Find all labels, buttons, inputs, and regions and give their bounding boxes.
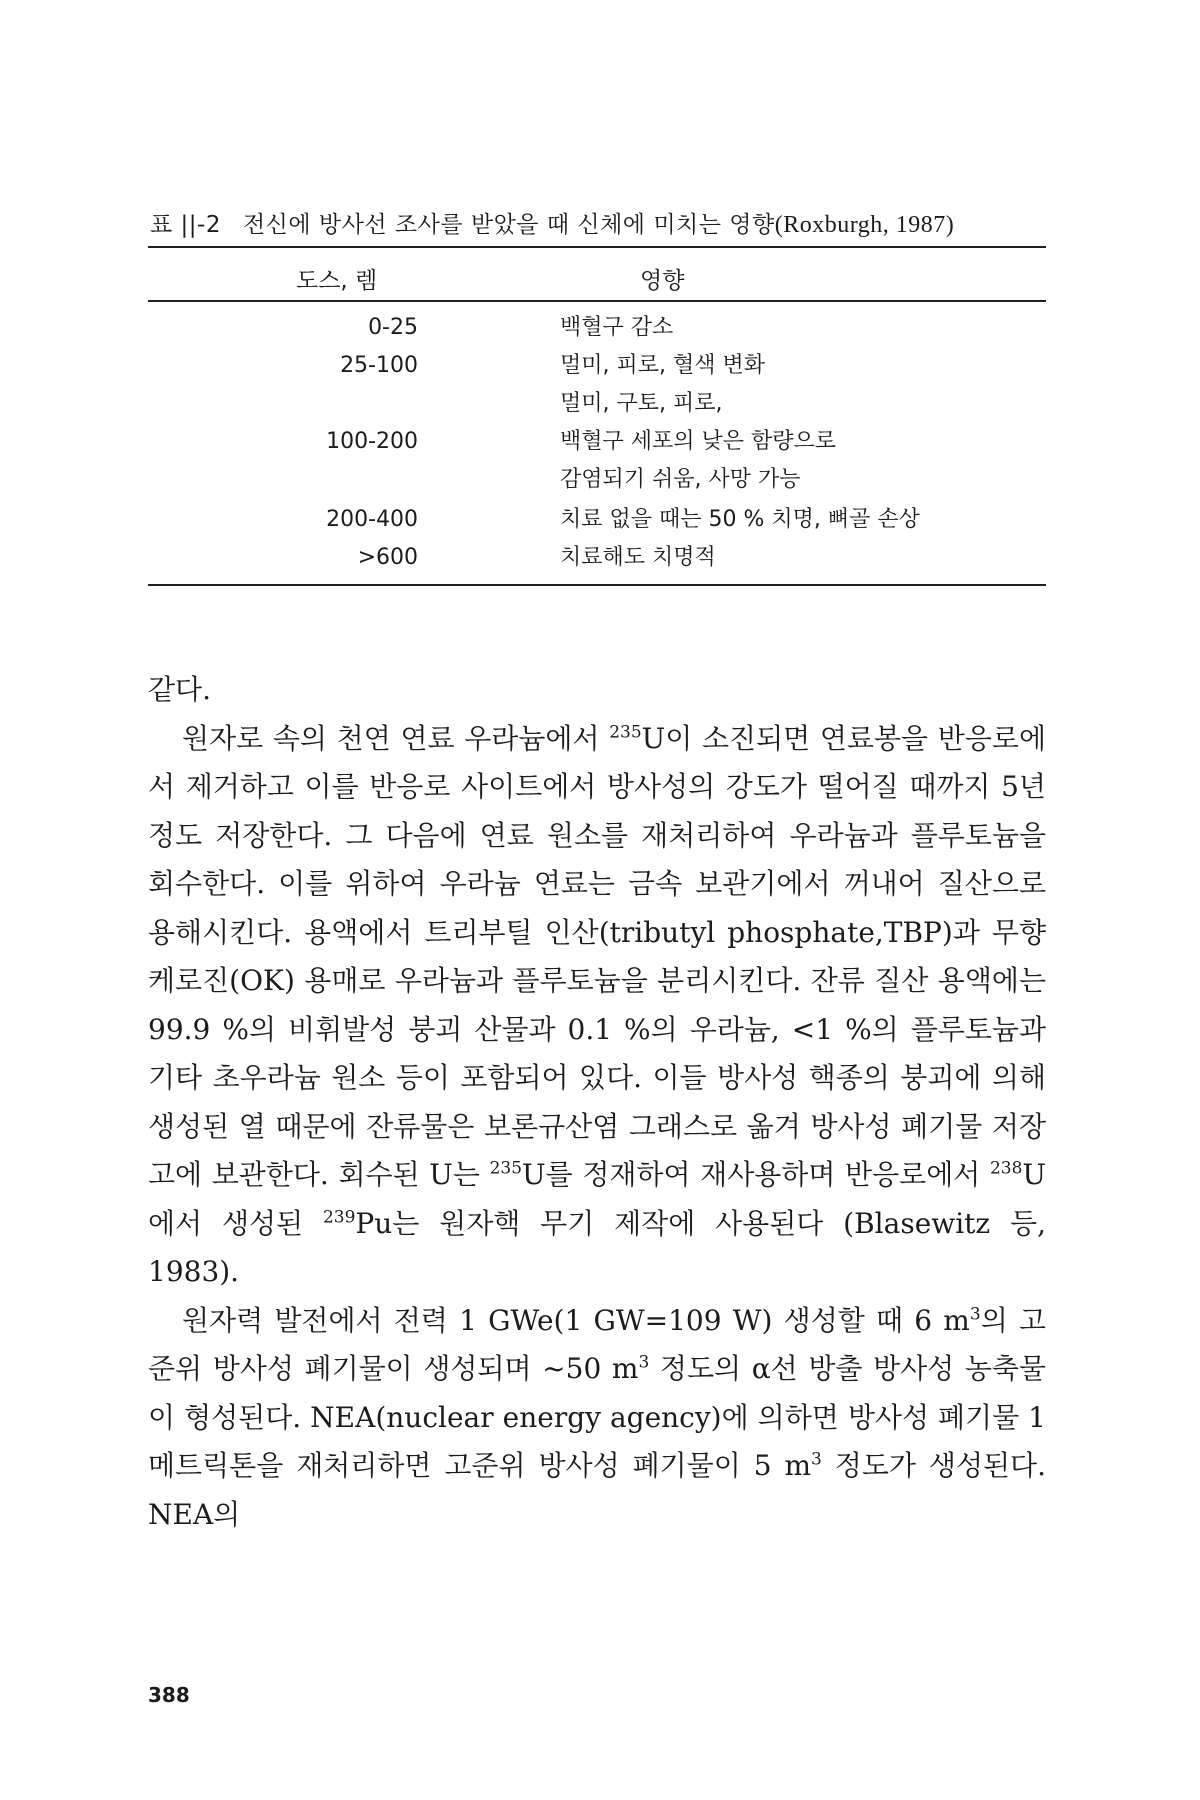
table-cell-dose: 200-400	[326, 507, 418, 532]
table-cell-effect: 멀미, 피로, 혈색 변화	[560, 353, 765, 378]
paragraph: 원자력 발전에서 전력 1 GWe(1 GW=109 W) 생성할 때 6 $m^3$의 고준위 방사성 폐기물이 생성되며 ~50 $m^3$ 정도의 α선 방출 방사성 농축물이 형성된다. NEA(nuclear energy agency)에 의하면 방사성 폐기물 1메트릭톤을 재처리하면 고준위 방사성 폐기물이 5 $m^3$ 정도가 생성된다. NEA의	[148, 1303, 1046, 1531]
table-header-dose: 도스, 렘	[296, 268, 378, 294]
table-cell-effect: 백혈구 세포의 낮은 함량으로	[560, 429, 837, 454]
table-cell-effect: 감염되기 쉬움, 사망 가능	[560, 467, 801, 492]
paragraph: 같다.	[148, 673, 211, 706]
table-cell-dose: 0-25	[368, 315, 418, 340]
table-cell-dose: >600	[357, 545, 418, 570]
table-cell-dose: 100-200	[326, 429, 418, 454]
table-top-rule	[148, 246, 1046, 248]
body-text	[148, 666, 1046, 1539]
table-cell-effect: 치료 없을 때는 50 % 치명, 뼈골 손상	[560, 507, 920, 532]
table-cell-effect: 치료해도 치명적	[560, 545, 716, 570]
table-caption	[150, 206, 1050, 239]
table-caption-label: 표 ||-2	[150, 212, 221, 238]
table-caption-reference: (Roxburgh, 1987)	[774, 212, 955, 238]
page-number: 388	[148, 1683, 190, 1707]
table-caption-title: 전신에 방사선 조사를 받았을 때 신체에 미치는 영향	[242, 212, 775, 238]
table-cell-effect: 멀미, 구토, 피로,	[560, 391, 723, 416]
paragraph: 원자로 속의 천연 연료 우라늄에서 $^{235}$U이 소진되면 연료봉을 반응로에서 제거하고 이를 반응로 사이트에서 방사성의 강도가 떨어질 때까지 5년 정도 저장한다. 그 다음에 연료 원소를 재처리하여 우라늄과 플루토늄을 회수한다. 이를 위하여 우라늄 연료는 금속 보관기에서 꺼내어 질산으로 용해시킨다. 용액에서 트리부틸 인산(tributyl phosphate,TBP)과 무향 케로진(OK) 용매로 우라늄과 플루토늄을 분리시킨다. 잔류 질산 용액에는 99.9 %의 비휘발성 붕괴 산물과 0.1 %의 우라늄, <1 %의 플루토늄과 기타 초우라늄 원소 등이 포함되어 있다. 이들 방사성 핵종의 붕괴에 의해 생성된 열 때문에 잔류물은 보론규산염 그래스로 옮겨 방사성 폐기물 저장고에 보관한다. 회수된 U는 $^{235}$U를 정재하여 재사용하며 반응로에서 $^{238}$U에서 생성된 $^{239}$Pu는 원자핵 무기 제작에 사용된다 (Blasewitz 등, 1983).	[148, 721, 1046, 1288]
table-cell-dose: 25-100	[340, 353, 418, 378]
table-header-rule	[148, 300, 1046, 302]
table-header-effect: 영향	[640, 268, 685, 294]
table-cell-effect: 백혈구 감소	[560, 315, 674, 340]
table-bottom-rule	[148, 584, 1046, 586]
